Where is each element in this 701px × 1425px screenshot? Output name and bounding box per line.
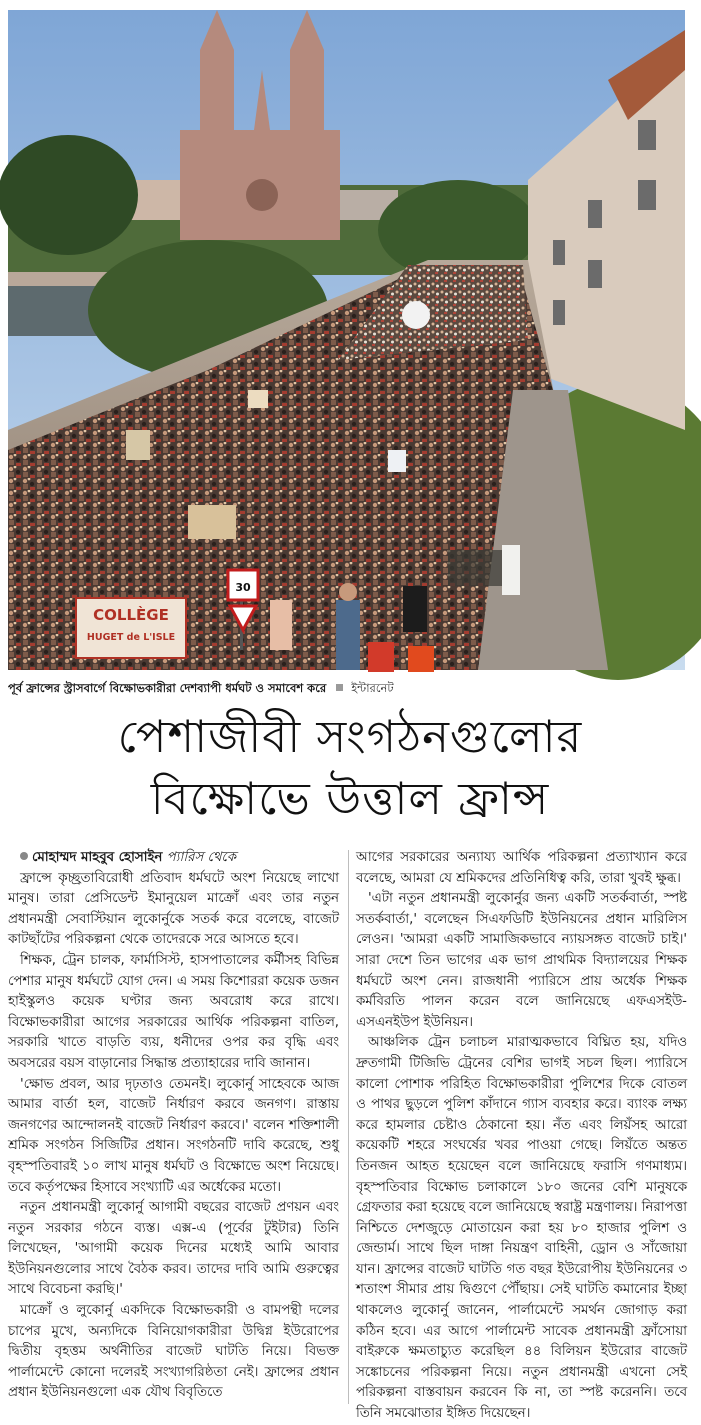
speed-sign-text: 30: [235, 581, 251, 594]
byline-row: [8, 848, 339, 869]
banner-text-school-name: HUGET de L'ISLE: [86, 632, 176, 643]
paragraph: মাক্রোঁ ও লুকোর্নু একদিকে বিক্ষোভকারী ও বামপন্থী দলের চাপের মুখে, অন্যদিকে বিনিয়োগকারীরা উদ্বিগ্ন ইউরোপের দ্বিতীয় বৃহত্তম অর্থনীতির বাজেট ঘাটতি নিয়ে। বিভক্ত পার্লামেন্টে কোনো দলেরই সংখ্যাগরিষ্ঠতা নেই। ফ্রান্সের প্রধান প্রধান ইউনিয়নগুলো এক যৌথ বিবৃতিতে: [8, 1303, 339, 1401]
bullet-icon: [20, 852, 28, 860]
paragraph: নতুন প্রধানমন্ত্রী লুকোর্নু আগামী বছরের বাজেট প্রণয়ন এবং নতুন সরকার গঠনে ব্যস্ত। এক্স-এ (পূর্বের টুইটার) তিনি লিখেছেন, 'আগামী কয়েক দিনের মধ্যেই আমি আবার ইউনিয়নগুলোর সাথে বৈঠক করব। তাদের দাবি আমি গুরুত্বের সাথে বিবেচনা করছি।': [8, 1200, 339, 1298]
headline-line-1: পেশাজীবী সংগঠনগুলোর: [117, 710, 583, 763]
banner-text-college: COLLÈGE: [93, 606, 169, 624]
paragraph: আগের সরকারের অন্যায্য আর্থিক পরিকল্পনা প্রত্যাখ্যান করে বলেছে, আমরা যে শ্রমিকদের প্রতিনিধিত্ব করি, তারা খুবই ক্ষুব্ধ।: [356, 850, 687, 886]
photo-caption: [8, 680, 688, 698]
paragraph: 'এটা নতুন প্রধানমন্ত্রী লুকোর্নুর জন্য একটি সতর্কবার্তা, স্পষ্ট সতর্কবার্তা,' বলেছেন সিএফডিটি ইউনিয়নের প্রধান মারিলিস লেওন। 'আমরা একটি সামাজিকভাবে ন্যায়সঙ্গত বাজেট চাই।' সারা দেশে তিন ভাগের এক ভাগ প্রাথমিক বিদ্যালয়ের শিক্ষক ধর্মঘটে অংশ নেন। রাজধানী প্যারিসে প্রায় অর্ধেক শিক্ষক কর্মবিরতি পালন করেন বলে জানিয়েছে এফএসইউ-এসএনইউপ ইউনিয়ন।: [356, 891, 687, 1030]
protest-march-photo: [8, 10, 685, 670]
column-divider: [348, 850, 349, 1404]
dateline: প্যারিস থেকে: [166, 850, 237, 865]
byline: মোহাম্মদ মাহবুব হোসাইন: [32, 850, 163, 865]
paragraph: আঞ্চলিক ট্রেন চলাচল মারাত্মকভাবে বিঘ্নিত হয়, যদিও দ্রুতগামী টিজিভি ট্রেনের বেশির ভাগই সচল ছিল। প্যারিসে কালো পোশাক পরিহিত বিক্ষোভকারীরা পুলিশের দিকে বোতল ও পাথর ছুড়লে পুলিশ কাঁদানে গ্যাস ব্যবহার করে। ব্যাংক লক্ষ্য করে হামলার চেষ্টাও ঠেকানো হয়। নঁত এবং লিয়ঁসহ আরো কয়েকটি শহরে সংঘর্ষের খবর পাওয়া গেছে। লিয়ঁতে অন্তত তিনজন আহত হয়েছেন বলে জানিয়েছে ফরাসি গণমাধ্যম। বৃহস্পতিবার বিক্ষোভ চলাকালে ১৮০ জনের বেশি মানুষকে গ্রেফতার করা হয়েছে বলে জানিয়েছে স্বরাষ্ট্র মন্ত্রণালয়। নিরাপত্তা নিশ্চিতে দেশজুড়ে মোতায়েন করা হয় ৮০ হাজার পুলিশ ও জেন্ডার্ম। সাথে ছিল দাঙ্গা নিয়ন্ত্রণ বাহিনী, ড্রোন ও সাঁজোয়া যান। ফ্রান্সের বাজেট ঘাটতি গত বছর ইউরোপীয় ইউনিয়নের ৩ শতাংশ সীমার প্রায় দ্বিগুণে পৌঁছায়। সেই ঘাটতি কমানোর ইচ্ছা থাকলেও লুকোর্নু জানেন, পার্লামেন্টে সমর্থন জোগাড় করা কঠিন হবে। এর আগে পার্লামেন্ট সাবেক প্রধানমন্ত্রী ফ্রাঁসোয়া বাইরুকে ক্ষমতাচ্যুত করেছিল ৪৪ বিলিয়ন ইউরোর বাজেট সঙ্কোচনের পরিকল্পনা নিয়ে। নতুন প্রধানমন্ত্রী এখনো সেই পরিকল্পনা বাস্তবায়ন করবেন কি না, তা স্পষ্ট করেননি। তবে তিনি সমঝোতার ইঙ্গিত দিয়েছেন।: [356, 1035, 687, 1422]
caption-text: পূর্ব ফ্রান্সের স্ট্রাসবার্গে বিক্ষোভকারীরা দেশব্যাপী ধর্মঘট ও সমাবেশ করে: [8, 681, 327, 695]
headline: [20, 706, 680, 830]
article-column-left: [8, 848, 339, 1404]
news-photo: [8, 10, 685, 670]
caption-square-icon: [336, 684, 343, 691]
paragraph: শিক্ষক, ট্রেন চালক, ফার্মাসিস্ট, হাসপাতালের কর্মীসহ বিভিন্ন পেশার মানুষ ধর্মঘটে যোগ দেন। এ সময় কিশোররা কয়েক ডজন হাইস্কুলও কয়েক ঘণ্টার জন্য অবরোধ করে রাখে। বিক্ষোভকারীরা আগের সরকারের আর্থিক পরিকল্পনা বাতিল, সরকারি খাতে বাড়তি ব্যয়, ধনীদের ওপর কর বৃদ্ধি এবং অবসরের বয়স বাড়ানোর সিদ্ধান্ত প্রত্যাহারের দাবি জানান।: [8, 952, 339, 1071]
article-body: [8, 848, 690, 1422]
paragraph: 'ক্ষোভ প্রবল, আর দৃঢ়তাও তেমনই। লুকোর্নু সাহেবকে আজ আমার বার্তা হল, বাজেট নির্ধারণ করবে জনগণ। রাস্তায় জনগণের আন্দোলনই বাজেট নির্ধারণ করবে।' বলেন শক্তিশালী শ্রমিক সংগঠন সিজিটির প্রধান। সংগঠনটি দাবি করেছে, শুধু বৃহস্পতিবারই ১০ লাখ মানুষ ধর্মঘট ও বিক্ষোভে অংশ নিয়েছে। তবে কর্তৃপক্ষের হিসাবে সংখ্যাটি এর অর্ধেকের মতো।: [8, 1076, 339, 1195]
headline-line-2: বিক্ষোভে উত্তাল ফ্রান্স: [150, 772, 550, 825]
article-column-right: [356, 848, 687, 1425]
paragraph: ফ্রান্সে কৃচ্ছ্রতাবিরোধী প্রতিবাদ ধর্মঘটে অংশ নিয়েছে লাখো মানুষ। তারা প্রেসিডেন্ট ইমানুয়েল মাক্রোঁ এবং তার নতুন প্রধানমন্ত্রী সেবাস্টিয়ান লুকোর্নুকে সতর্ক করে বলেছে, বাজেট কাটছাঁটের পরিকল্পনা থেকে তাদেরকে সরে আসতে হবে।: [8, 870, 339, 948]
photo-credit: ইন্টারনেট: [351, 681, 394, 695]
